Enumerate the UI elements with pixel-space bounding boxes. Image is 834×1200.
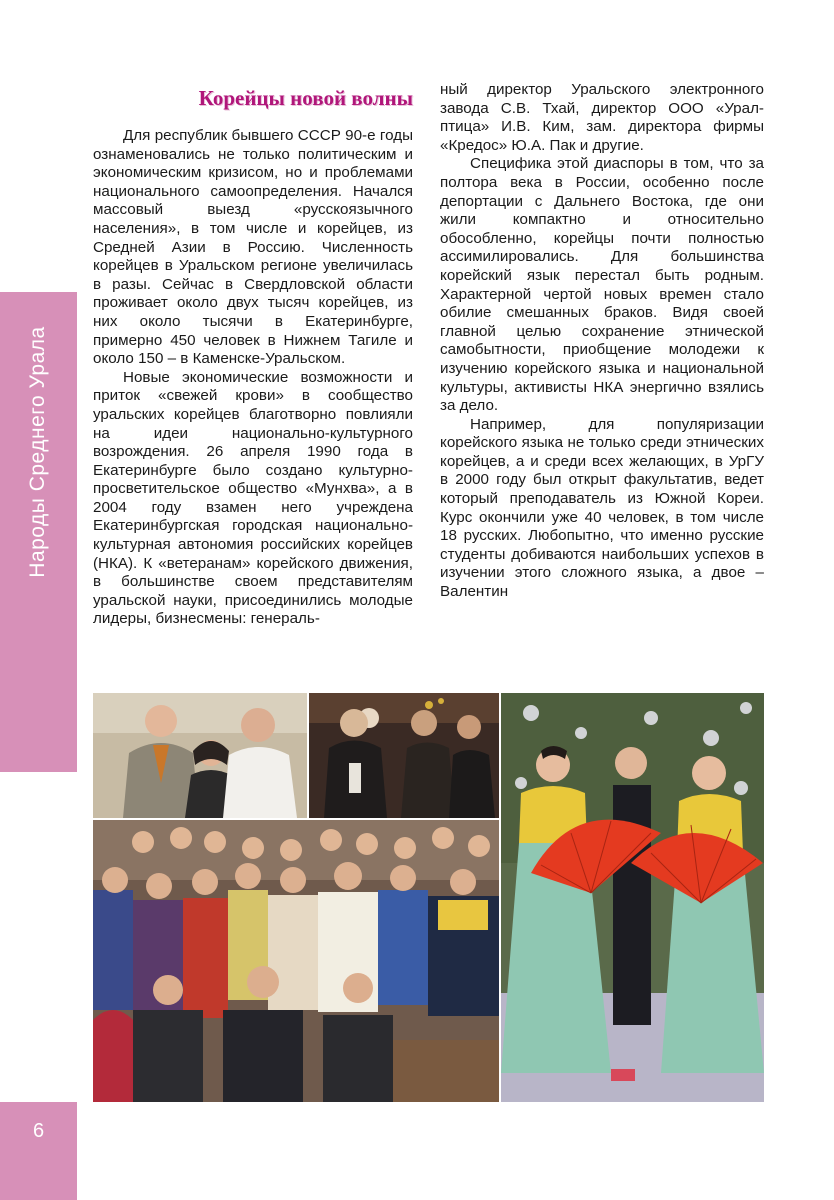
photo-reception [309, 693, 499, 818]
paragraph-continuation: ный директор Уральского электронного завода С.В. Тхай, директор ООО «Урал-птица» И.В. Ким, зам. директора фирмы «Кредос» Ю.А. Пак и другие. [440, 81, 764, 154]
section-title-text: Народы Среднего Урала [26, 326, 49, 578]
photo-collage [93, 693, 764, 1102]
paragraph: Например, для популяризации корейского языка не только среди этнических корейцев, а и среди всех желающих, в УрГУ в 2000 году был открыт факультатив, ведет который преподаватель из Южной Кореи. Курс окончили уже 40 человек, в том числе 18 русских. Любопытно, что именно русские студенты добиваются наибольших успехов в изучении этого сложного языка, а двое – Валентин [440, 415, 764, 601]
page-number: 6 [32, 1120, 45, 1142]
text-column-left [93, 127, 413, 629]
article-heading: Корейцы новой волны [198, 86, 413, 110]
paragraph: Для республик бывшего СССР 90-е годы ознаменовались не только политическим и экономическим кризисом, но и проблемами национального самоопределения. Начался массовый выезд «русскоязычного населения», в том числе и корейцев, из Средней Азии в Россию. Численность корейцев в Уральском регионе увеличилась в разы. Сейчас в Свердловской области проживает около двух тысяч корейцев, из них около тысячи в Екатеринбурге, примерно 450 человек в Нижнем Тагиле и около 150 – в Каменске-Уральском. [93, 127, 413, 368]
photo-girls-with-fans [501, 693, 764, 1102]
text-column-right [440, 81, 764, 602]
paragraph: Специфика этой диаспоры в том, что за полтора века в России, особенно после депортации с Дальнего Востока, где они жили компактно и относительно обособленно, корейцы почти полностью ассимилировались. Для большинства корейский язык перестал быть родным. Характерной чертой новых времен стало обилие смешанных браков. Видя своей главной целью сохранение этнической самобытности, приобщение молодежи к изучению корейского языка и национальной культуры, активисты НКА энергично взялись за дело. [440, 155, 764, 415]
photo-large-group [93, 820, 499, 1102]
paragraph: Новые экономические возможности и приток «свежей крови» в сообщество уральских корейцев благотворно повлияли на идеи национально-культурного возрождения. 26 апреля 1990 года в Екатеринбурге было создано культурно-просветительское общество «Мунхва», а в 2004 году взамен него учреждена Екатеринбургская городская национально-культурная автономия российских корейцев (НКА). К «ветеранам» корейского движения, в большинстве своем представителям уральской науки, присоединились молодые лидеры, бизнесмены: генераль- [93, 368, 413, 628]
page-number-tab [0, 1102, 77, 1200]
photo-three-people [93, 693, 307, 818]
